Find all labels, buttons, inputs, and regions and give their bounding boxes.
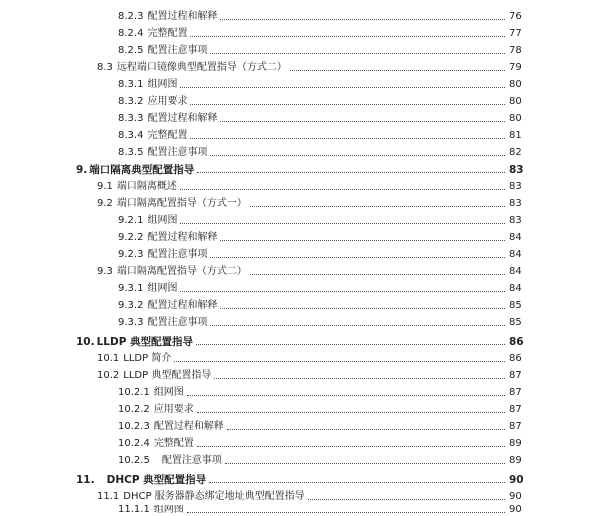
toc-entry-title: 配置过程和解释 xyxy=(147,232,218,243)
toc-entry[interactable] xyxy=(0,348,592,365)
toc-entry-page: 85 xyxy=(509,300,522,311)
toc-entry-number: 8.3.2 xyxy=(118,96,144,107)
toc-entry-title: 端口隔离配置指导（方式二） xyxy=(116,266,247,277)
toc-entry[interactable] xyxy=(0,159,592,176)
toc-leader-dots xyxy=(210,155,505,156)
toc-entry-page: 80 xyxy=(509,113,522,124)
toc-leader-dots xyxy=(187,512,505,513)
toc-entry-number: 10.2.5 xyxy=(118,455,150,466)
toc-leader-dots xyxy=(174,361,505,362)
toc-entry-number: 10.2.1 xyxy=(118,387,150,398)
toc-entry-number: 9.3.2 xyxy=(118,300,144,311)
toc-entry-page: 89 xyxy=(509,455,522,466)
toc-entry-title: LLDP 典型配置指导 xyxy=(123,370,212,381)
toc-leader-dots xyxy=(197,412,505,413)
toc-entry[interactable] xyxy=(0,193,592,210)
toc-entry-title: 端口隔离概述 xyxy=(116,181,177,192)
toc-entry[interactable] xyxy=(0,399,592,416)
toc-entry-title: 配置注意事项 xyxy=(161,455,222,466)
toc-entry-title: 配置过程和解释 xyxy=(147,113,218,124)
toc-entry-number: 9.3.1 xyxy=(118,283,144,294)
toc-entry[interactable] xyxy=(0,295,592,312)
toc-entry-title: LLDP 简介 xyxy=(123,353,172,364)
toc-entry-page: 80 xyxy=(509,79,522,90)
toc-entry[interactable] xyxy=(0,469,592,486)
toc-entry-title: 配置过程和解释 xyxy=(147,300,218,311)
toc-entry-number: 10.2.3 xyxy=(118,421,150,432)
toc-leader-dots xyxy=(225,463,505,464)
toc-entry-number: 9.2.2 xyxy=(118,232,144,243)
toc-leader-dots xyxy=(210,53,505,54)
toc-entry-page: 84 xyxy=(509,283,522,294)
toc-entry[interactable] xyxy=(0,365,592,382)
toc-entry-title: 完整配置 xyxy=(147,28,188,39)
toc-leader-dots xyxy=(180,189,505,190)
toc-leader-dots xyxy=(180,291,505,292)
toc-entry-page: 89 xyxy=(509,438,522,449)
toc-entry[interactable] xyxy=(0,57,592,74)
toc-entry-number: 9. xyxy=(76,164,88,176)
toc-entry-page: 79 xyxy=(509,62,522,73)
toc-leader-dots xyxy=(197,172,505,173)
toc-entry-number: 10.2.2 xyxy=(118,404,150,415)
toc-entry-page: 87 xyxy=(509,421,522,432)
toc-leader-dots xyxy=(196,344,505,345)
toc-entry-page: 84 xyxy=(509,232,522,243)
toc-entry[interactable] xyxy=(0,433,592,450)
toc-entry-number: 11.1 xyxy=(97,491,120,502)
toc-entry-title: 组网图 xyxy=(153,505,184,515)
toc-entry-title: 组网图 xyxy=(147,215,178,226)
toc-entry-page: 90 xyxy=(509,505,522,515)
toc-leader-dots xyxy=(308,499,505,500)
toc-entry-number: 8.3.1 xyxy=(118,79,144,90)
toc-entry-number: 8.2.4 xyxy=(118,28,144,39)
toc-leader-dots xyxy=(197,446,505,447)
toc-entry-number: 8.3.4 xyxy=(118,130,144,141)
toc-leader-dots xyxy=(210,325,505,326)
toc-entry-page: 82 xyxy=(509,147,522,158)
toc-entry-page: 76 xyxy=(509,11,522,22)
toc-entry-page: 84 xyxy=(509,266,522,277)
toc-entry[interactable] xyxy=(0,450,592,467)
toc-entry-title: 远程端口镜像典型配置指导（方式二） xyxy=(116,62,287,73)
toc-leader-dots xyxy=(290,70,505,71)
toc-entry-title: 端口隔离典型配置指导 xyxy=(89,164,195,176)
toc-leader-dots xyxy=(180,87,505,88)
toc-entry-number: 9.2 xyxy=(97,198,113,209)
toc-entry-number: 8.2.3 xyxy=(118,11,144,22)
toc-entry[interactable] xyxy=(0,142,592,159)
toc-entry-number: 9.3.3 xyxy=(118,317,144,328)
toc-entry-title: LLDP 典型配置指导 xyxy=(96,336,194,348)
toc-entry-page: 78 xyxy=(509,45,522,56)
toc-entry-page: 86 xyxy=(509,336,524,348)
toc-entry-title: 配置注意事项 xyxy=(147,249,208,260)
toc-entry-title: DHCP 服务器静态绑定地址典型配置指导 xyxy=(123,491,305,502)
toc-entry-number: 8.3.3 xyxy=(118,113,144,124)
toc-entry-page: 86 xyxy=(509,353,522,364)
toc-entry-number: 8.2.5 xyxy=(118,45,144,56)
toc-entry-title: DHCP 典型配置指导 xyxy=(106,474,207,486)
toc-entry-title: 组网图 xyxy=(147,79,178,90)
toc-leader-dots xyxy=(190,138,505,139)
toc-entry-title: 端口隔离配置指导（方式一） xyxy=(116,198,247,209)
toc-entry-page: 87 xyxy=(509,387,522,398)
toc-entry[interactable] xyxy=(0,125,592,142)
toc-entry-title: 完整配置 xyxy=(153,438,194,449)
toc-entry[interactable] xyxy=(0,505,592,516)
toc-entry-number: 9.1 xyxy=(97,181,113,192)
toc-entry[interactable] xyxy=(0,91,592,108)
toc-leader-dots xyxy=(227,429,505,430)
toc-entry-number: 8.3 xyxy=(97,62,113,73)
toc-entry-title: 组网图 xyxy=(147,283,178,294)
toc-entry[interactable] xyxy=(0,244,592,261)
toc-entry-number: 10. xyxy=(76,336,95,348)
toc-entry-page: 83 xyxy=(509,215,522,226)
toc-entry[interactable] xyxy=(0,108,592,125)
toc-entry-title: 组网图 xyxy=(153,387,184,398)
toc-entry-page: 77 xyxy=(509,28,522,39)
toc-entry-title: 完整配置 xyxy=(147,130,188,141)
toc-entry-title: 应用要求 xyxy=(147,96,188,107)
toc-entry[interactable] xyxy=(0,210,592,227)
toc-entry-page: 90 xyxy=(509,474,524,486)
toc-entry-page: 84 xyxy=(509,249,522,260)
toc-leader-dots xyxy=(250,206,505,207)
toc-entry-title: 配置过程和解释 xyxy=(147,11,218,22)
toc-leader-dots xyxy=(220,19,505,20)
toc-entry-page: 87 xyxy=(509,370,522,381)
toc-entry[interactable] xyxy=(0,486,592,503)
toc-entry[interactable] xyxy=(0,6,592,23)
toc-entry-page: 80 xyxy=(509,96,522,107)
toc-entry-number: 9.3 xyxy=(97,266,113,277)
toc-leader-dots xyxy=(190,36,505,37)
toc-entry-page: 83 xyxy=(509,198,522,209)
toc-entry-page: 83 xyxy=(509,181,522,192)
toc-entry-title: 配置注意事项 xyxy=(147,45,208,56)
toc-leader-dots xyxy=(250,274,505,275)
toc-entry[interactable] xyxy=(0,312,592,329)
toc-entry[interactable] xyxy=(0,227,592,244)
toc-entry-title: 配置注意事项 xyxy=(147,317,208,328)
toc-entry-title: 配置注意事项 xyxy=(147,147,208,158)
toc-leader-dots xyxy=(209,482,505,483)
toc-leader-dots xyxy=(214,378,505,379)
toc-leader-dots xyxy=(190,104,505,105)
toc-entry-page: 87 xyxy=(509,404,522,415)
toc-entry-number: 10.2.4 xyxy=(118,438,150,449)
toc-entry[interactable] xyxy=(0,416,592,433)
toc-leader-dots xyxy=(220,308,505,309)
toc-entry-page: 90 xyxy=(509,491,522,502)
toc-entry-page: 81 xyxy=(509,130,522,141)
toc-entry-number: 9.2.3 xyxy=(118,249,144,260)
toc-entry[interactable] xyxy=(0,176,592,193)
toc-entry-title: 应用要求 xyxy=(153,404,194,415)
toc-entry[interactable] xyxy=(0,331,592,348)
toc-entry-number: 10.2 xyxy=(97,370,120,381)
toc-entry-title: 配置过程和解释 xyxy=(153,421,224,432)
toc-entry[interactable] xyxy=(0,382,592,399)
toc-entry-number: 11.1.1 xyxy=(118,505,150,515)
toc-entry-page: 83 xyxy=(509,164,524,176)
toc-entry-number: 10.1 xyxy=(97,353,120,364)
toc-entry-number: 9.2.1 xyxy=(118,215,144,226)
toc-entry[interactable] xyxy=(0,23,592,40)
toc-leader-dots xyxy=(220,240,505,241)
toc-entry[interactable] xyxy=(0,40,592,57)
toc-entry-page: 85 xyxy=(509,317,522,328)
toc-leader-dots xyxy=(220,121,505,122)
toc-leader-dots xyxy=(210,257,505,258)
toc-entry[interactable] xyxy=(0,278,592,295)
toc-entry[interactable] xyxy=(0,261,592,278)
toc-entry-number: 11. xyxy=(76,474,95,486)
toc-leader-dots xyxy=(180,223,505,224)
toc-entry-number: 8.3.5 xyxy=(118,147,144,158)
toc-leader-dots xyxy=(187,395,505,396)
toc-entry[interactable] xyxy=(0,74,592,91)
